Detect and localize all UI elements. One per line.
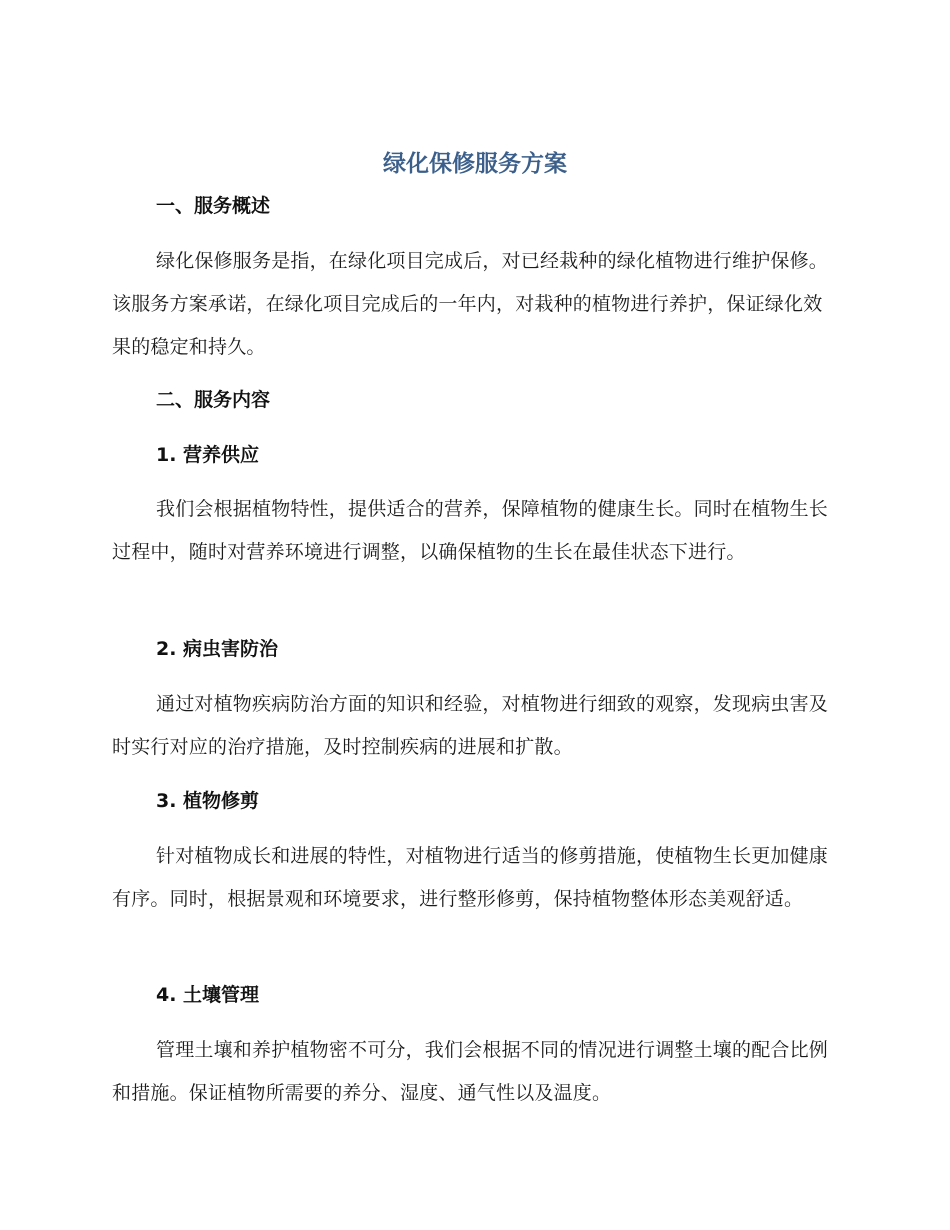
subheading-nutrition: 1. 营养供应 [156, 444, 260, 466]
paragraph-pest-control: 通过对植物疾病防治方面的知识和经验，对植物进行细致的观察，发现病虫害及时实行对应的治疗措施，及时控制疾病的进展和扩散。 [112, 693, 829, 758]
subheading-soil: 4. 土壤管理 [156, 984, 260, 1006]
paragraph-overview: 绿化保修服务是指，在绿化项目完成后，对已经栽种的绿化植物进行维护保修。该服务方案承诺，在绿化项目完成后的一年内，对栽种的植物进行养护，保证绿化效果的稳定和持久。 [112, 250, 829, 358]
subheading-pruning: 3. 植物修剪 [156, 790, 260, 812]
section-heading-overview: 一、服务概述 [156, 195, 271, 217]
document-title: 绿化保修服务方案 [383, 151, 567, 177]
paragraph-nutrition: 我们会根据植物特性，提供适合的营养，保障植物的健康生长。同时在植物生长过程中，随时对营养环境进行调整，以确保植物的生长在最佳状态下进行。 [112, 498, 829, 563]
subheading-pest-control: 2. 病虫害防治 [156, 638, 279, 660]
paragraph-pruning: 针对植物成长和进展的特性，对植物进行适当的修剪措施，使植物生长更加健康有序。同时，根据景观和环境要求，进行整形修剪，保持植物整体形态美观舒适。 [112, 845, 829, 910]
section-heading-content: 二、服务内容 [156, 389, 271, 411]
paragraph-soil: 管理土壤和养护植物密不可分，我们会根据不同的情况进行调整土壤的配合比例和措施。保证植物所需要的养分、湿度、通气性以及温度。 [112, 1039, 829, 1104]
